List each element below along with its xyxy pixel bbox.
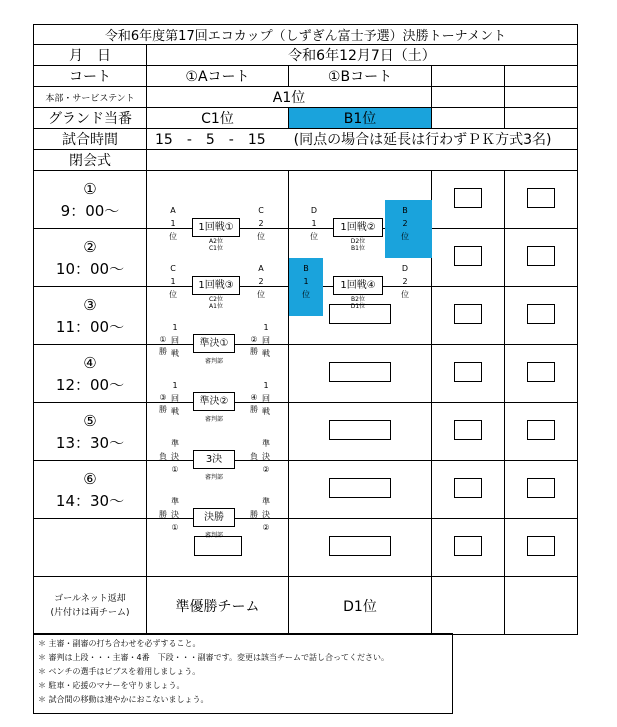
match-box: 準決② (193, 392, 235, 411)
empty-cell (505, 171, 578, 229)
match-box: 準決① (193, 334, 235, 353)
match-box: 決勝 (193, 508, 235, 527)
goal-d (505, 577, 578, 635)
empty-cell (432, 229, 505, 287)
match-cell: D 1 位 1回戦② D2位 B1位 B 2 位 (289, 171, 432, 229)
time-slot: ④ 12：00～ (34, 345, 147, 403)
match-box: 1回戦③ (192, 276, 240, 295)
notes-box (33, 633, 453, 714)
time-value: 15 - 5 - 15 (同点の場合は延長は行わずＰＫ方式3名) (147, 129, 578, 150)
ground-c (432, 108, 505, 129)
ground-d (505, 108, 578, 129)
time-slot: ① 9：00～ (34, 171, 147, 229)
note-line: ＊ 審判は上段・・・主審・4番 下段・・・副審です。変更は該当チームで話し合ってください。 (38, 653, 389, 662)
match-box: 1回戦① (192, 218, 240, 237)
time-slot: ⑤ 13：30～ (34, 403, 147, 461)
empty-cell (505, 229, 578, 287)
goal-c (432, 577, 505, 635)
empty-cell (432, 345, 505, 403)
goal-label: ゴールネット返却 (片付けは両チーム) (34, 577, 147, 635)
court-a: ①Aコート (147, 66, 289, 87)
empty-cell (505, 345, 578, 403)
empty-cell (505, 287, 578, 345)
time-slot: ③ 11：00～ (34, 287, 147, 345)
hq-d (505, 87, 578, 108)
empty-cell (505, 403, 578, 461)
empty-cell (289, 403, 432, 461)
time-slot: ② 10：00～ (34, 229, 147, 287)
match-cell: 勝 準 決 ① 決勝 審判部 勝 準 決 ② (147, 461, 289, 519)
match-cell: ③ 勝 1 回 戦 準決② 審判部 ④ 勝 1 回 戦 (147, 345, 289, 403)
empty-cell (432, 461, 505, 519)
match-cell: 負 準 決 ① 3決 審判部 負 準 決 ② (147, 403, 289, 461)
hq-value: A1位 (147, 87, 432, 108)
empty-cell (432, 171, 505, 229)
hq-c (432, 87, 505, 108)
empty-cell (289, 519, 432, 577)
empty-cell (432, 403, 505, 461)
table-title: 令和6年度第17回エコカップ（しずぎん富士予選）決勝トーナメント (34, 25, 578, 45)
match-cell: C 1 位 1回戦③ C2位 A1位 A 2 位 (147, 229, 289, 287)
match-cell: ① 勝 1 回 戦 準決① 審判部 ② 勝 1 回 戦 (147, 287, 289, 345)
empty-cell (505, 461, 578, 519)
ground-a: C1位 (147, 108, 289, 129)
match-box: 3決 (193, 450, 235, 469)
closing-value (147, 150, 578, 171)
empty-cell (432, 287, 505, 345)
court-c (432, 66, 505, 87)
time-slot-empty (34, 519, 147, 577)
goal-b: D1位 (289, 577, 432, 635)
tournament-table (33, 24, 578, 635)
match-box: 1回戦② (333, 218, 383, 237)
date-value: 令和6年12月7日（土） (147, 45, 578, 66)
note-line: ＊ 試合間の移動は速やかにおこないましょう。 (38, 695, 209, 704)
hq-label: 本部・サービステント (34, 87, 147, 108)
match-box: 1回戦④ (333, 276, 383, 295)
time-slot: ⑥ 14：30～ (34, 461, 147, 519)
goal-a: 準優勝チーム (147, 577, 289, 635)
court-d (505, 66, 578, 87)
ground-label: グランド当番 (34, 108, 147, 129)
empty-cell (289, 345, 432, 403)
note-line: ＊ 駐車・応援のマナーを守りましょう。 (38, 681, 185, 690)
match-cell: B 1 位 1回戦④ B2位 D1位 D 2 位 (289, 229, 432, 287)
ground-b: B1位 (289, 108, 432, 129)
date-label: 月 日 (34, 45, 147, 66)
match-cell: A 1 位 1回戦① A2位 C1位 C 2 位 (147, 171, 289, 229)
court-b: ①Bコート (289, 66, 432, 87)
time-label: 試合時間 (34, 129, 147, 150)
note-line: ＊ ベンチの選手はビブスを着用しましょう。 (38, 667, 201, 676)
empty-cell (432, 519, 505, 577)
empty-cell (289, 461, 432, 519)
note-line: ＊ 主審・副審の打ち合わせを必ずすること。 (38, 639, 201, 648)
court-label: コート (34, 66, 147, 87)
closing-label: 閉会式 (34, 150, 147, 171)
empty-cell (505, 519, 578, 577)
